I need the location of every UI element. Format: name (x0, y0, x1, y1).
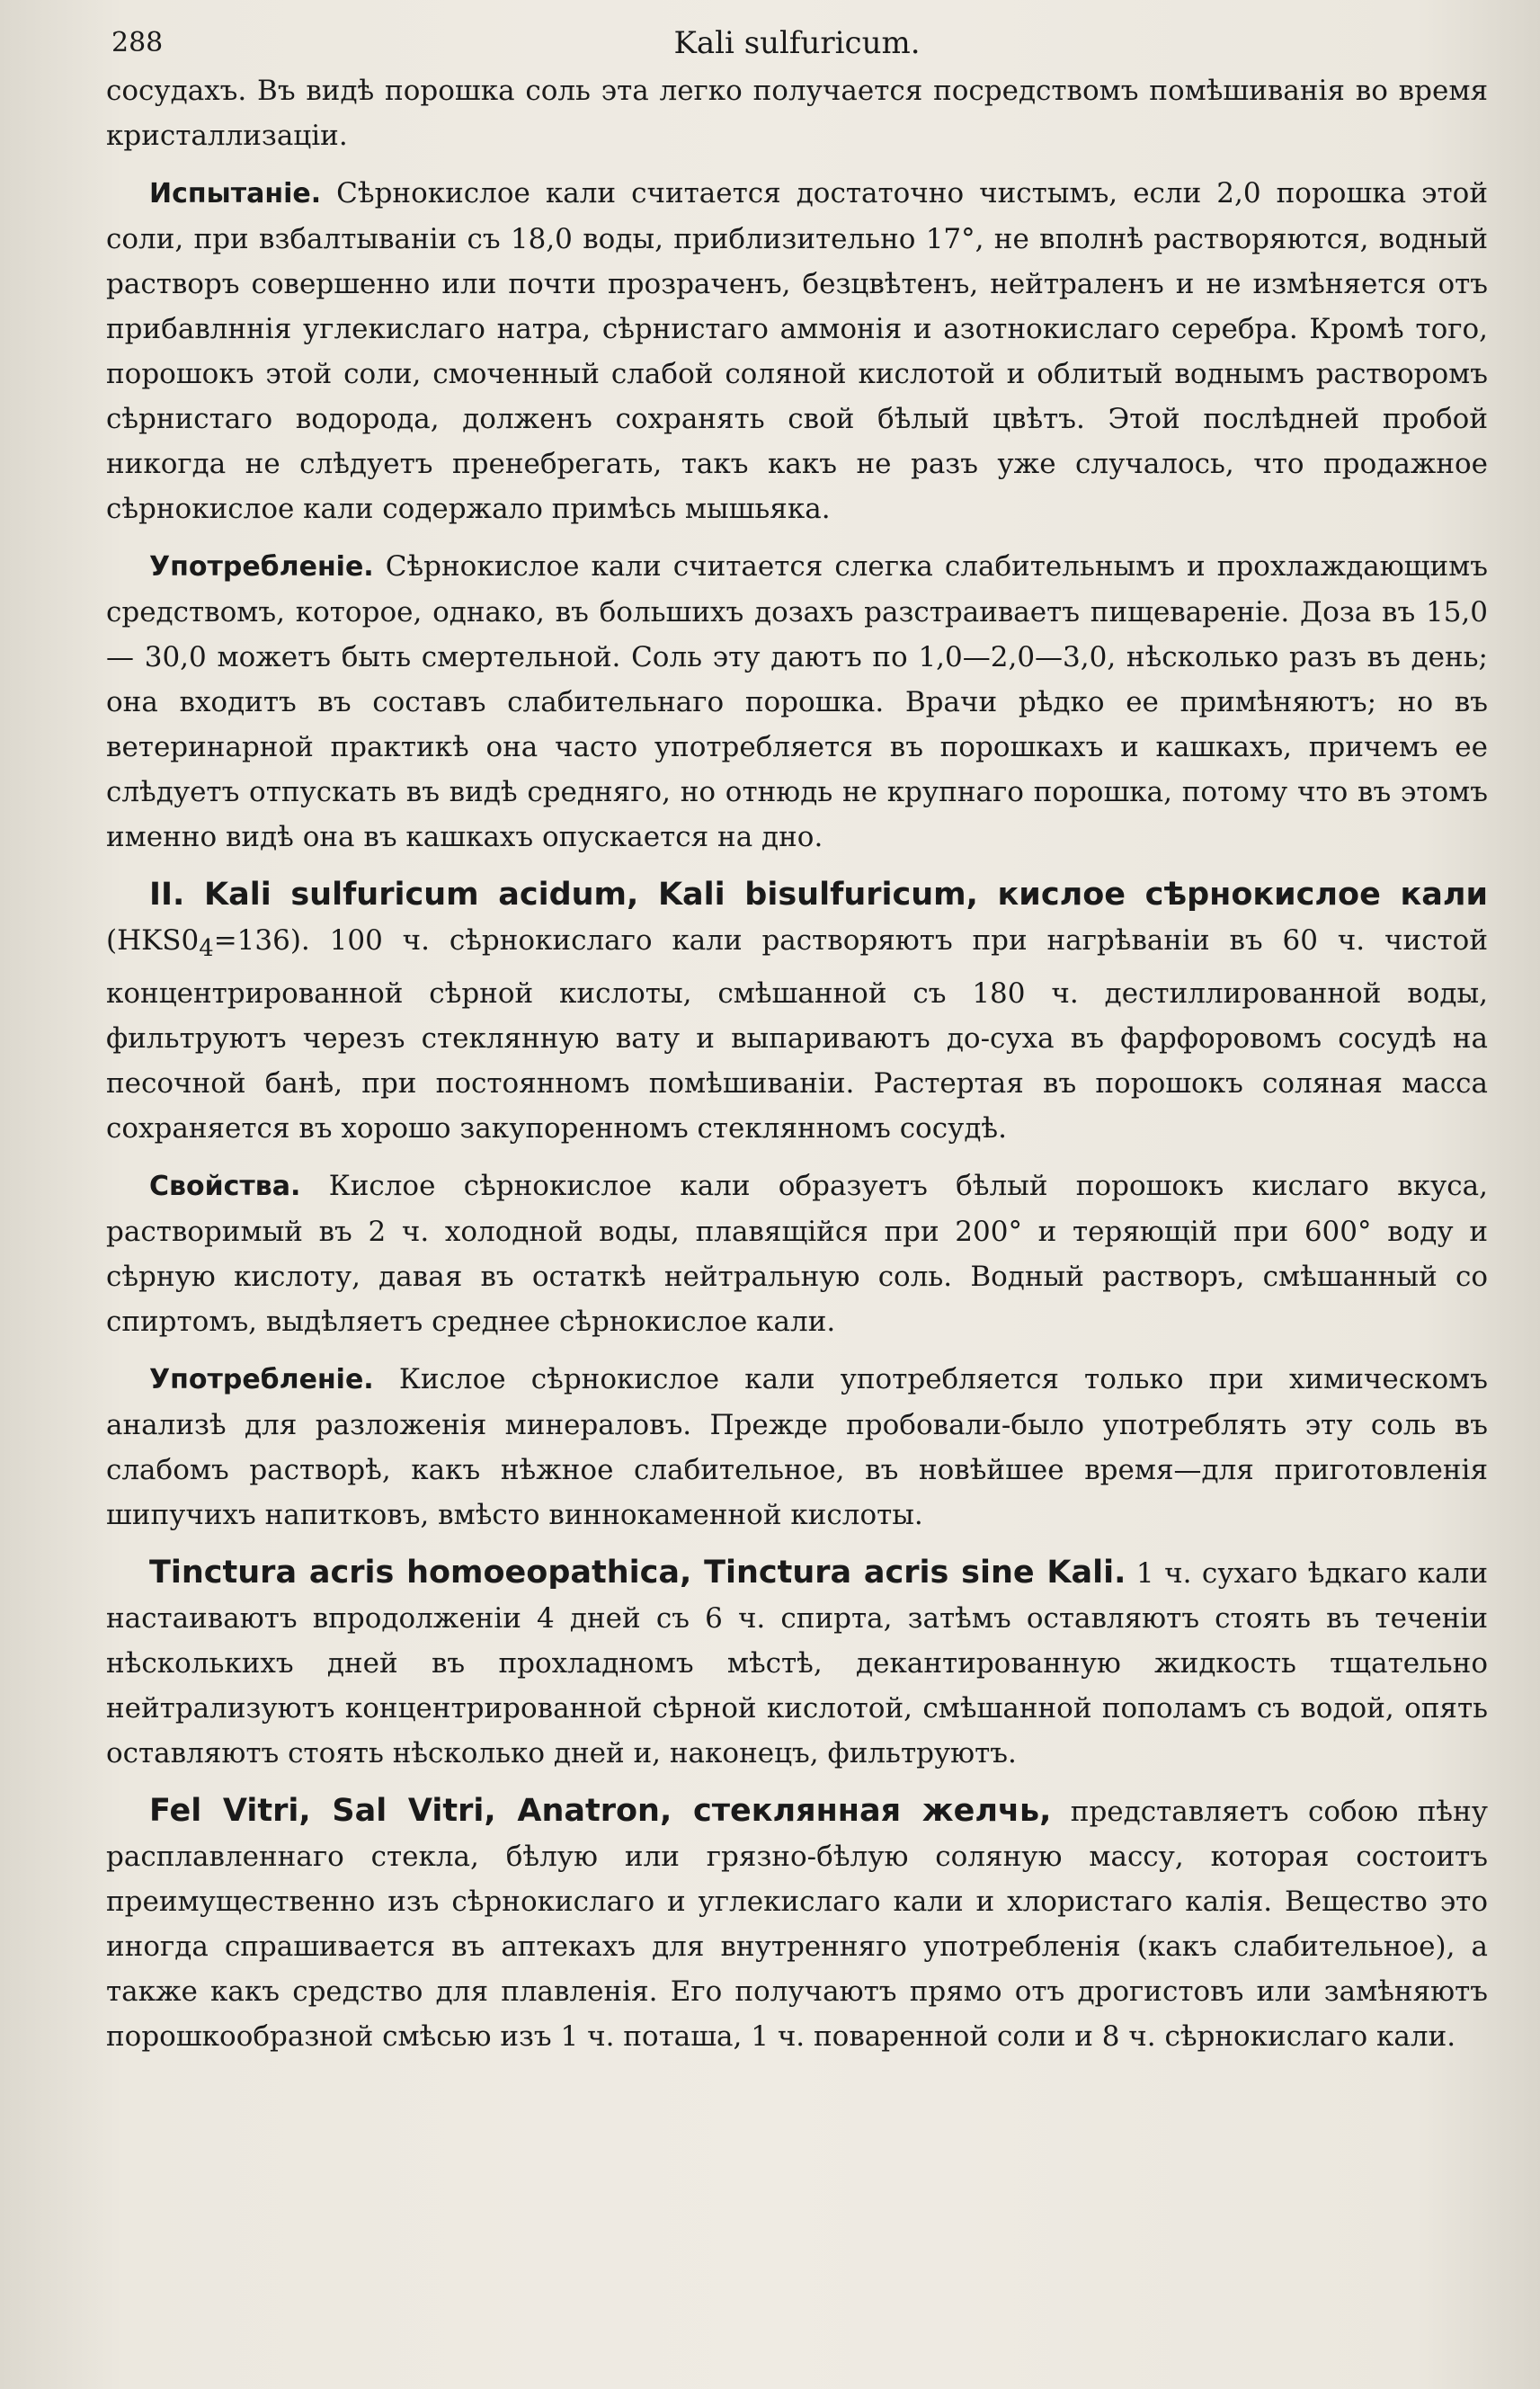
paragraph-text: 1 ч. сухаго ѣдкаго кали настаиваютъ впродолженіи 4 дней съ 6 ч. спирта, затѣмъ оставляютъ стоять въ теченіи нѣсколькихъ дней въ прохладномъ мѣстѣ, декантированную жидкость тщательно нейтрализуютъ концентрированной сѣрной кислотой, смѣшанной пополамъ съ водой, опять оставляютъ стоять нѣсколько дней и, наконецъ, фильтруютъ. (106, 1557, 1488, 1770)
formula-subscript: 4 (199, 935, 214, 963)
page-header (106, 18, 1488, 68)
paragraph-lead: Употребленіе. (149, 1364, 374, 1396)
paragraph-lead: Свойства. (149, 1171, 301, 1203)
paragraph-tinctura (106, 1550, 1488, 1776)
page-number: 288 (111, 27, 164, 58)
paragraph-usage (106, 544, 1488, 860)
paragraph-properties (106, 1163, 1488, 1344)
paragraph-lead: Употребленіе. (149, 551, 374, 583)
formula-open: (HKS0 (106, 924, 200, 957)
paragraph-kali-bisulfuricum (106, 872, 1488, 1151)
paragraph-text: представляетъ собою пѣну расплавленнаго стекла, бѣлую или грязно-бѣлую соляную массу, которая состоитъ преимущественно изъ сѣрнокислаго и углекислаго кали и хлористаго калія. Вещество это иногда спрашивается въ аптекахъ для внутренняго употребленія (какъ слабительное), а также какъ средство для плавленія. Его получаютъ прямо отъ дрогистовъ или замѣняютъ порошкообразной смѣсью изъ 1 ч. поташа, 1 ч. поваренной соли и 8 ч. сѣрнокислаго кали. (106, 1796, 1488, 2054)
paragraph-text: Сѣрнокислое кали считается достаточно чистымъ, если 2,0 порошка этой соли, при взбалтываніи съ 18,0 воды, приблизительно 17°, не вполнѣ растворяются, водный растворъ совершенно или почти прозраченъ, безцвѣтенъ, нейтраленъ и не измѣняется отъ прибавлннія углекислаго натра, сѣрнистаго аммонія и азотнокислаго серебра. Кромѣ того, порошокъ этой соли, смоченный слабой соляной кислотой и облитый воднымъ растворомъ сѣрнистаго водорода, долженъ сохранять свой бѣлый цвѣтъ. Этой послѣдней пробой никогда не слѣдуетъ пренебрегать, такъ какъ не разъ уже случалось, что продажное сѣрнокислое кали содержало примѣсь мышьяка. (106, 177, 1488, 525)
paragraph-text: Кислое сѣрнокислое кали употребляется только при химическомъ анализѣ для разложенія минераловъ. Прежде пробовали-было употреблять эту соль въ слабомъ растворѣ, какъ нѣжное слабительное, въ новѣйшее время—для приготовленія шипучихъ напитковъ, вмѣсто виннокаменной кислоты. (106, 1363, 1488, 1532)
body-text (106, 68, 1488, 2059)
article-heading: Fel Vitri, Sal Vitri, Anatron, стеклянная желчь, (149, 1793, 1052, 1830)
paragraph-testing (106, 171, 1488, 531)
paragraph-continuation (106, 68, 1488, 158)
paragraph-fel-vitri (106, 1788, 1488, 2059)
paragraph-text: Кислое сѣрнокислое кали образуетъ бѣлый порошокъ кислаго вкуса, растворимый въ 2 ч. холодной воды, плавящійся при 200° и теряющій при 600° воду и сѣрную кислоту, давая въ остаткѣ нейтральную соль. Водный растворъ, смѣшанный со спиртомъ, выдѣляетъ среднее сѣрнокислое кали. (106, 1170, 1488, 1339)
paragraph-text: сосудахъ. Въ видѣ порошка соль эта легко получается посредствомъ помѣшиванія во время кристаллизаціи. (106, 75, 1488, 152)
article-heading: II. Kali sulfuricum acidum, Kali bisulfuricum, кислое сѣрнокислое кали (149, 877, 1488, 913)
paragraph-text: Сѣрнокислое кали считается слегка слабительнымъ и прохлаждающимъ средствомъ, которое, однако, въ большихъ дозахъ разстраиваетъ пищевареніе. Доза въ 15,0 — 30,0 можетъ быть смертельной. Соль эту даютъ по 1,0—2,0—3,0, нѣсколько разъ въ день; она входитъ въ составъ слабительнаго порошка. Врачи рѣдко ее примѣняютъ; но въ ветеринарной практикѣ она часто употребляется въ порошкахъ и кашкахъ, причемъ ее слѣдуетъ отпускать въ видѣ средняго, но отнюдь не крупнаго порошка, потому что въ этомъ именно видѣ она въ кашкахъ опускается на дно. (106, 550, 1488, 853)
running-title: Kali sulfuricum. (673, 25, 921, 61)
paragraph-usage-acidum (106, 1357, 1488, 1538)
paragraph-text: 100 ч. сѣрнокислаго кали растворяютъ при нагрѣваніи въ 60 ч. чистой концентрированной сѣрной кислоты, смѣшанной съ 180 ч. дестиллированной воды, фильтруютъ черезъ стеклянную вату и выпариваютъ до-суха въ фарфоровомъ сосудѣ на песочной банѣ, при постоянномъ помѣшиваніи. Растертая въ порошокъ соляная масса сохраняется въ хорошо закупоренномъ стеклянномъ сосудѣ. (106, 924, 1488, 1145)
paragraph-lead: Испытаніе. (149, 178, 322, 209)
article-heading: Tinctura acris homoeopathica, Tinctura acris sine Kali. (149, 1555, 1126, 1591)
formula-close: =136). (213, 924, 310, 957)
